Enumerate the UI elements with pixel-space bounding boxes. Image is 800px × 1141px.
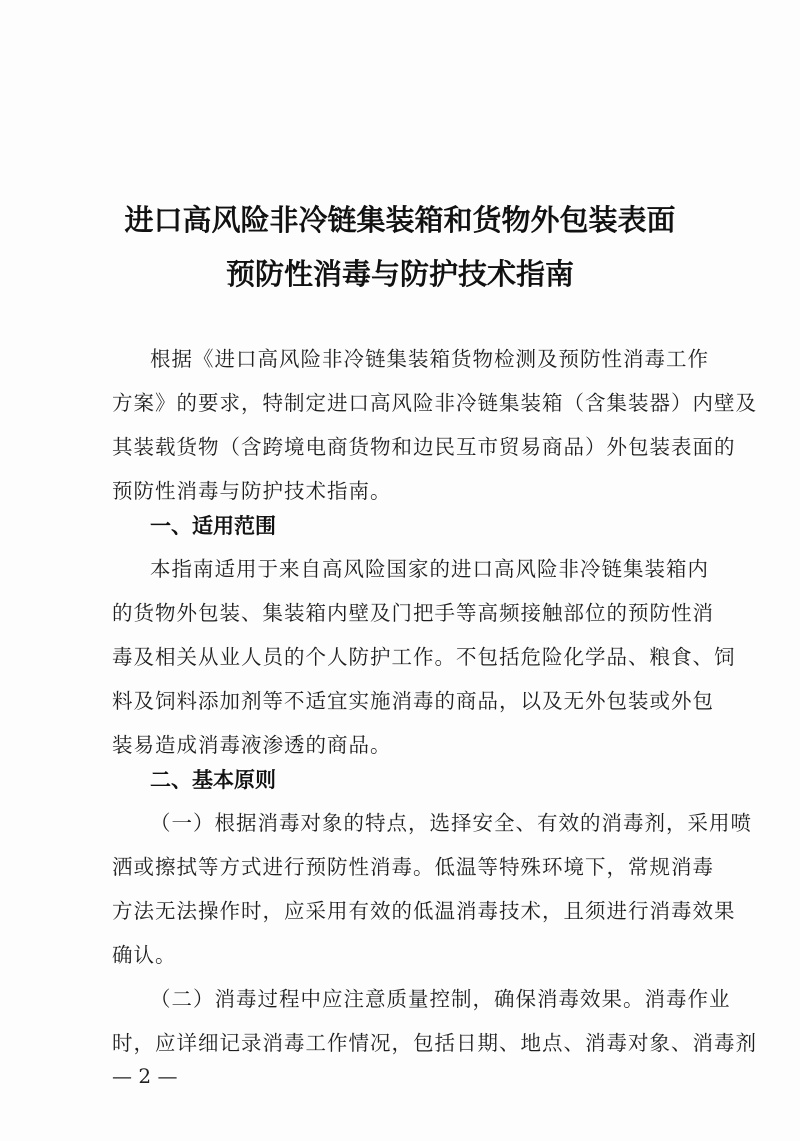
principle-2-line: 时，应详细记录消毒工作情况，包括日期、地点、消毒对象、消毒剂 bbox=[112, 1031, 757, 1055]
principle-1-line: 洒或擦拭等方式进行预防性消毒。低温等特殊环境下，常规消毒 bbox=[112, 855, 714, 879]
principle-2-line: （二）消毒过程中应注意质量控制，确保消毒效果。消毒作业 bbox=[150, 987, 731, 1011]
intro-line: 方案》的要求，特制定进口高风险非冷链集装箱（含集装器）内壁及 bbox=[112, 391, 757, 415]
scope-line: 毒及相关从业人员的个人防护工作。不包括危险化学品、粮食、饲 bbox=[112, 645, 736, 669]
intro-line: 预防性消毒与防护技术指南。 bbox=[112, 479, 392, 503]
principle-1-line: 方法无法操作时，应采用有效的低温消毒技术，且须进行消毒效果 bbox=[112, 899, 736, 923]
document-title-line-1: 进口高风险非冷链集装箱和货物外包装表面 bbox=[124, 203, 676, 237]
section-heading-scope: 一、适用范围 bbox=[150, 514, 276, 538]
document-title-line-2: 预防性消毒与防护技术指南 bbox=[225, 257, 574, 291]
section-heading-principles: 二、基本原则 bbox=[150, 768, 276, 792]
scope-line: 的货物外包装、集装箱内壁及门把手等高频接触部位的预防性消 bbox=[112, 601, 714, 625]
principle-1-line: （一）根据消毒对象的特点，选择安全、有效的消毒剂，采用喷 bbox=[150, 811, 752, 835]
scope-line: 料及饲料添加剂等不适宜实施消毒的商品，以及无外包装或外包 bbox=[112, 689, 714, 713]
principle-1-line: 确认。 bbox=[112, 943, 177, 967]
intro-line: 其装载货物（含跨境电商货物和边民互市贸易商品）外包装表面的 bbox=[112, 435, 736, 459]
scope-line: 装易造成消毒液渗透的商品。 bbox=[112, 733, 392, 757]
page-number: — 2 — bbox=[112, 1064, 178, 1088]
intro-line: 根据《进口高风险非冷链集装箱货物检测及预防性消毒工作 bbox=[150, 347, 709, 371]
scope-line: 本指南适用于来自高风险国家的进口高风险非冷链集装箱内 bbox=[150, 557, 709, 581]
